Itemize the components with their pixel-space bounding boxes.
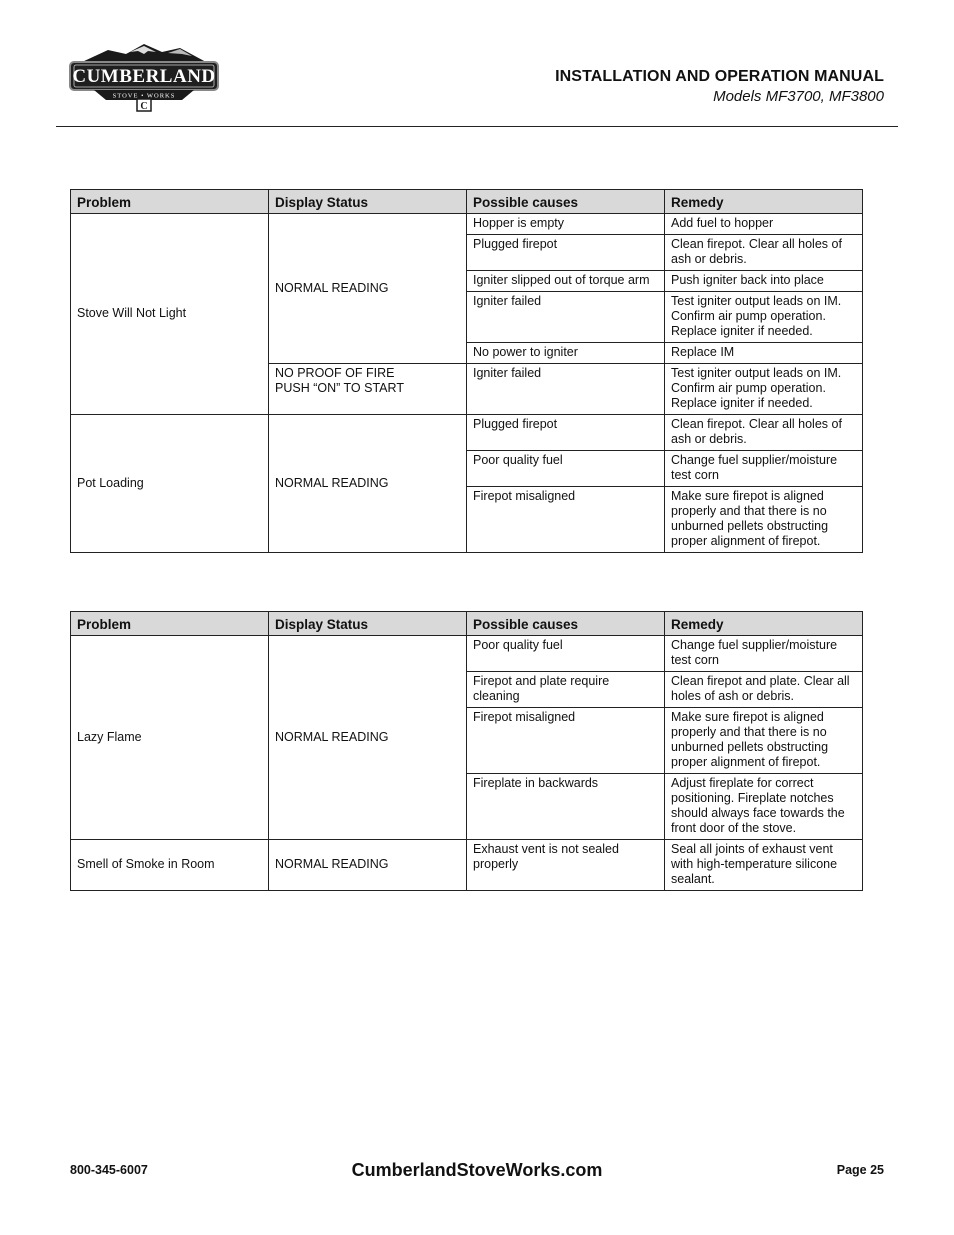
table-header-row [71,190,863,214]
cause-cell: Poor quality fuel [467,451,665,487]
table-header-row [71,612,863,636]
cumberland-logo [68,40,220,112]
problem-cell: Pot Loading [71,415,269,553]
cause-cell: Firepot misaligned [467,487,665,553]
column-header-remedy: Remedy [665,190,863,214]
troubleshooting-table-2 [70,611,863,891]
logo-subtext: STOVE • WORKS [112,92,176,100]
remedy-cell: Test igniter output leads on IM. Confirm air pump operation. Replace igniter if needed. [665,364,863,415]
remedy-cell: Change fuel supplier/moisture test corn [665,451,863,487]
display-status-cell: NORMAL READING [269,840,467,891]
remedy-cell: Clean firepot. Clear all holes of ash or debris. [665,235,863,271]
problem-cell: Lazy Flame [71,636,269,840]
remedy-cell: Change fuel supplier/moisture test corn [665,636,863,672]
table-row [71,415,863,451]
remedy-cell: Test igniter output leads on IM. Confirm air pump operation. Replace igniter if needed. [665,292,863,343]
logo-badge: C [140,101,148,112]
display-status-cell: NO PROOF OF FIRE PUSH “ON” TO START [269,364,467,415]
display-status-cell: NORMAL READING [269,636,467,840]
header-divider [56,126,898,127]
display-status-cell: NORMAL READING [269,415,467,553]
cause-cell: Fireplate in backwards [467,774,665,840]
column-header-display-status: Display Status [269,612,467,636]
troubleshooting-table-1 [70,189,863,553]
cause-cell: No power to igniter [467,343,665,364]
footer-phone: 800-345-6007 [70,1163,148,1177]
cause-cell: Igniter failed [467,364,665,415]
cause-cell: Firepot misaligned [467,708,665,774]
column-header-display-status: Display Status [269,190,467,214]
cause-cell: Poor quality fuel [467,636,665,672]
cause-cell: Hopper is empty [467,214,665,235]
column-header-possible-causes: Possible causes [467,190,665,214]
remedy-cell: Push igniter back into place [665,271,863,292]
cause-cell: Igniter failed [467,292,665,343]
table-row [71,636,863,672]
column-header-possible-causes: Possible causes [467,612,665,636]
remedy-cell: Adjust fireplate for correct positioning. Fireplate notches should always face towards the front door of the stove. [665,774,863,840]
manual-title: INSTALLATION AND OPERATION MANUAL [555,68,884,85]
cause-cell: Igniter slipped out of torque arm [467,271,665,292]
remedy-cell: Replace IM [665,343,863,364]
manual-models: Models MF3700, MF3800 [713,88,884,105]
remedy-cell: Make sure firepot is aligned properly and that there is no unburned pellets obstructing proper alignment of firepot. [665,708,863,774]
remedy-cell: Clean firepot. Clear all holes of ash or debris. [665,415,863,451]
cause-cell: Exhaust vent is not sealed properly [467,840,665,891]
display-status-cell: NORMAL READING [269,214,467,364]
remedy-cell: Make sure firepot is aligned properly and that there is no unburned pellets obstructing proper alignment of firepot. [665,487,863,553]
column-header-problem: Problem [71,612,269,636]
column-header-problem: Problem [71,190,269,214]
problem-cell: Smell of Smoke in Room [71,840,269,891]
problem-cell: Stove Will Not Light [71,214,269,415]
cause-cell: Plugged firepot [467,235,665,271]
footer-website: CumberlandStoveWorks.com [351,1160,603,1180]
logo-text: CUMBERLAND [72,66,216,87]
cause-cell: Plugged firepot [467,415,665,451]
table-row [71,840,863,891]
cause-cell: Firepot and plate require cleaning [467,672,665,708]
column-header-remedy: Remedy [665,612,863,636]
remedy-cell: Clean firepot and plate. Clear all holes of ash or debris. [665,672,863,708]
table-row [71,214,863,235]
page-number: Page 25 [836,1163,884,1177]
remedy-cell: Add fuel to hopper [665,214,863,235]
remedy-cell: Seal all joints of exhaust vent with high-temperature silicone sealant. [665,840,863,891]
